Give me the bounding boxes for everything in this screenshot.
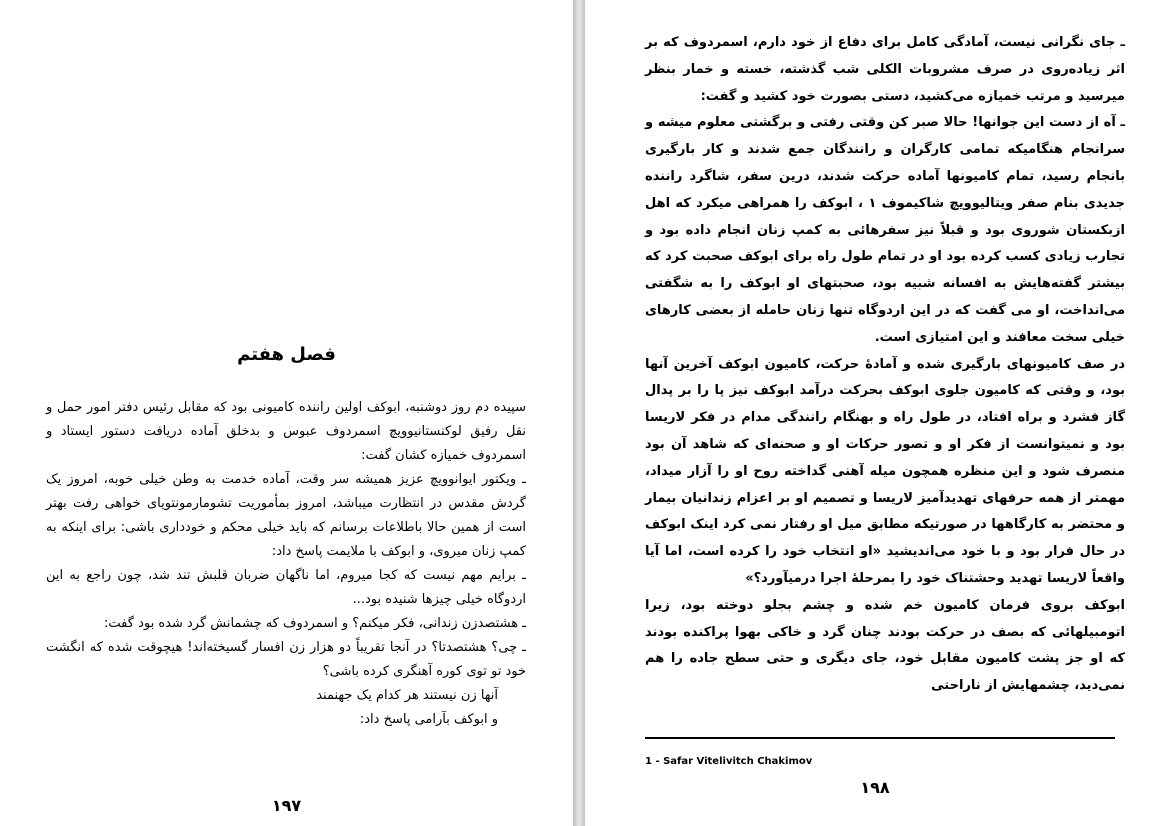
page-number: ۱۹۸ — [860, 778, 890, 797]
left-page-body — [46, 396, 526, 732]
footnote-divider — [645, 737, 1115, 739]
paragraph: ـ آه از دست این جوانها! حالا صبر کن وقتی رفتی و برگشتی معلوم میشه و سرانجام هنگامیکه تمامی کارگران و رانندگان جمع شدند و کار بارگیری بانجام رسید، تمام کامیونها آماده حرکت شدند، درین سفر، شاگرد راننده جدیدی بنام صفر ویتالیوویچ شاکیموف ۱ ، ابوکف را همراهی میکرد که اهل ازبکستان شوروی بود و قبلاً نیز سفرهائی به کمپ زنان انجام داده بود و تجارب زیادی کسب کرده بود او در تمام طول راه برای ابوکف صحبت کرد که بیشتر گفته‌هایش به افسانه شبیه بود، صحبتهای او ابوکف را به شگفتی می‌انداخت، او می گفت که در این اردوگاه تنها زنان حامله از بعضی کارهای خیلی سخت معافند و این امتیازی است. — [645, 115, 1126, 345]
left-page — [0, 0, 573, 826]
paragraph: ـ جای نگرانی نیست، آمادگی کامل برای دفاع از خود دارم، اسمردوف که بر اثر زیاده‌روی در صرف مشروبات الکلی شب گذشته، خسته و خمار بنظر میرسید و مرتب خمیازه می‌کشید، دستی بصورت خود کشید و گفت: — [645, 35, 1125, 104]
paragraph: و ابوکف بآرامی پاسخ داد: — [359, 712, 498, 727]
chapter-title: فصل هفتم — [237, 344, 336, 365]
paragraph: ـ ویکتور ایوانوویچ عزیز همیشه سر وقت، آماده خدمت به وطن خیلی خوبه، امروز یک گردش مقدس در انتظارت میباشد، امروز بمأموریت تشومارمونتویای خواهی رفت بهتر است از همین حالا باطلاعات برسانم که باید خیلی محکم و خودداری باشی: برای اینکه به کمپ زنان میروی، و ابوکف با ملایمت پاسخ داد: — [46, 472, 526, 559]
paragraph: ابوکف بروی فرمان کامیون خم شده و چشم بجلو دوخته بود، زیرا اتومبیلهائی که بصف در حرکت بودند چنان گرد و خاکی بهوا پراکنده بودند که او جز پشت کامیون مقابل خود، جای دیگری و حتی سطح جاده را هم نمی‌دید، چشمهایش از ناراحتی — [645, 597, 1125, 694]
paragraph: ـ برایم مهم نیست که کجا میروم، اما ناگهان ضربان قلبش تند شد، چون راجع به این اردوگاه خیلی چیزها شنیده بود... — [46, 568, 526, 607]
footnote: 1 - Safar Vitelivitch Chakimov — [645, 756, 813, 767]
right-page — [585, 0, 1165, 826]
page-number: ۱۹۷ — [271, 796, 302, 815]
paragraph: ـ چی؟ هشتصدتا؟ در آنجا تقریباً دو هزار زن افسار گسیخته‌اند! هیچوقت شده که انگشت خود تو توی کوره آهنگری کرده باشی؟ — [46, 640, 526, 679]
paragraph: آنها زن نیستند هر کدام یک جهنمند — [316, 688, 498, 703]
paragraph: ـ هشتصدزن زندانی، فکر میکنم؟ و اسمردوف که چشمانش گرد شده بود گفت: — [104, 616, 526, 631]
right-page-body — [645, 30, 1125, 700]
paragraph: در صف کامیونهای بارگیری شده و آمادهٔ حرکت، کامیون ابوکف آخرین آنها بود، و وقتی که کامیون جلوی ابوکف بحرکت درآمد ابوکف نیز پا را بر پدال گاز فشرد و براه افتاد، در طول راه و بهنگام رانندگی مدام در فکر لاریسا بود و نمیتوانست از فکر او و تصور حرکات او و صحنه‌ای که شاهد آن بود منصرف شود و این منظره همچون میله آهنی گداخته روح او را آزار میداد، مهمتر از همه حرفهای تهدیدآمیز لاریسا و تصمیم او بر اعزام زندانیان بیمار و محتضر به کارگاهها در صورتیکه مطابق میل او رفتار نمی کرد اینک ابوکف در حال فرار بود و با خود می‌اندیشید «او انتخاب خود را کرده است، اما آیا واقعاً لاریسا تهدید وحشتناک خود را بمرحلهٔ اجرا درمیآورد؟» — [645, 356, 1125, 586]
paragraph: سپیده دم روز دوشنبه، ابوکف اولین راننده کامیونی بود که مقابل رئیس دفتر امور حمل و نقل رفیق لوکنستانیوویچ اسمردوف عبوس و بدخلق آماده دریافت دستور ایستاد و اسمردوف خمیازه کشان گفت: — [46, 400, 526, 463]
